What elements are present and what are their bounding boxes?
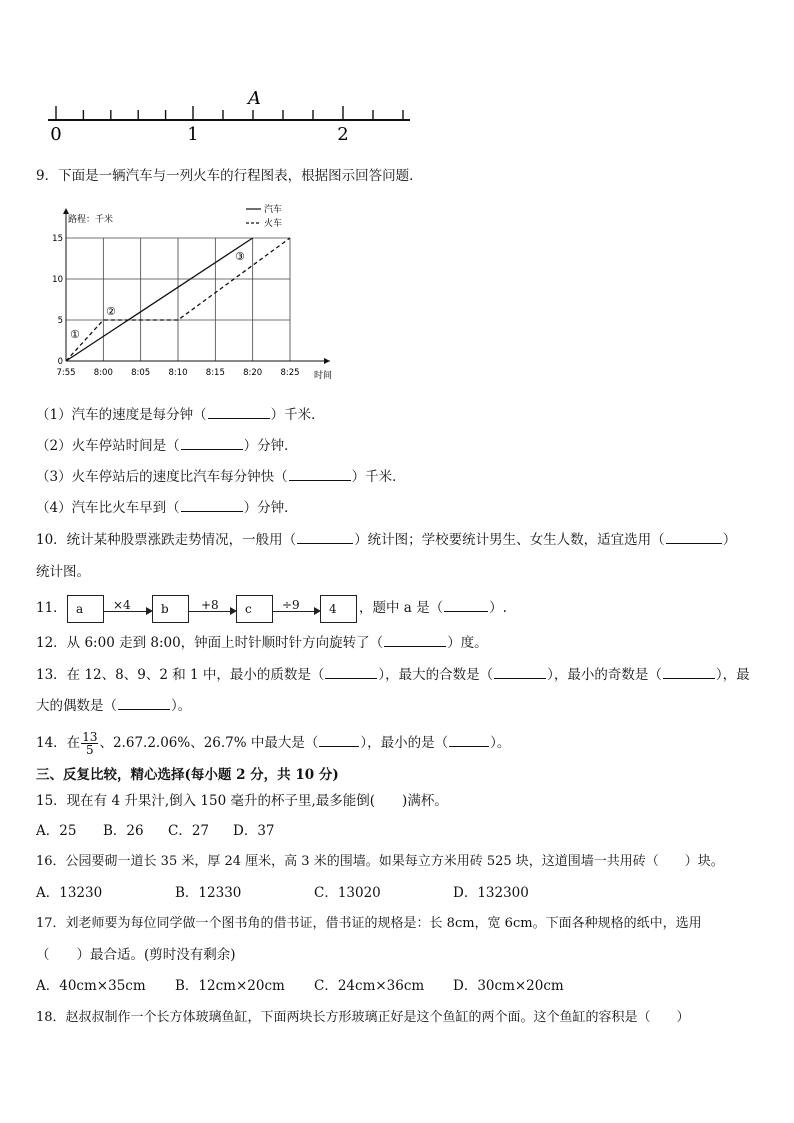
q9-sub4: （4）汽车比火车早到（ ）分钟．: [36, 500, 298, 516]
q16-option-a[interactable]: A．13230: [36, 885, 103, 901]
q17-text-cont: （ ）最合适。(剪时没有剩余): [36, 947, 236, 963]
q15-option-b[interactable]: B．26: [103, 823, 144, 839]
q12: 12．从 6:00 走到 8:00，钟面上时针顺时针方向旋转了（ ）度。: [36, 635, 488, 651]
q11-question: ，题中 a 是（ ）.: [359, 600, 507, 616]
q17-option-a[interactable]: A．40cm×35cm: [36, 978, 146, 994]
answer-blank[interactable]: [319, 734, 359, 747]
chart-y-tick-label: 15: [52, 234, 63, 244]
answer-blank[interactable]: [181, 499, 243, 512]
q9-prompt: 9．下面是一辆汽车与一列火车的行程图表，根据图示回答问题．: [36, 168, 423, 184]
answer-blank[interactable]: [208, 406, 270, 419]
flow-op-2: +8: [201, 598, 219, 612]
flow-box-a: a: [67, 595, 104, 623]
answer-blank[interactable]: [289, 468, 351, 481]
flow-box-b: b: [152, 595, 189, 623]
q17-text: 17．刘老师要为每位同学做一个图书角的借书证，借书证的规格是：长 8cm，宽 6cm。下面各种规格的纸中，选用: [36, 916, 702, 931]
section-3-heading: 三、反复比较，精心选择(每小题 2 分，共 10 分): [36, 767, 339, 783]
chart-x-tick-label: 8:05: [131, 368, 151, 378]
answer-blank[interactable]: [384, 634, 446, 647]
answer-blank[interactable]: [666, 531, 722, 544]
q9-sub3: （3）火车停站后的速度比汽车每分钟快（ ）千米．: [36, 469, 406, 485]
q17-option-d[interactable]: D．30cm×20cm: [453, 978, 564, 994]
chart-x-tick-label: 8:20: [243, 368, 263, 378]
chart-series-car-line: [66, 238, 253, 361]
chart-x-tick-label: 8:15: [205, 368, 225, 378]
q17-option-b[interactable]: B．12cm×20cm: [175, 978, 285, 994]
q11-number: 11．: [36, 600, 67, 616]
q16-option-d[interactable]: D．132300: [453, 885, 529, 901]
legend-car-label: 汽车: [264, 205, 283, 215]
number-line-label-0: 0: [50, 124, 62, 145]
number-line: [36, 82, 416, 146]
answer-blank[interactable]: [449, 734, 489, 747]
number-line-label-2: 2: [337, 124, 349, 145]
answer-blank[interactable]: [494, 666, 546, 679]
answer-blank[interactable]: [444, 599, 488, 612]
q10-line2: 统计图。: [36, 564, 90, 580]
answer-blank[interactable]: [663, 666, 715, 679]
legend-train-label: 火车: [264, 219, 283, 229]
q16-option-b[interactable]: B．12330: [175, 885, 242, 901]
chart-x-tick-label: 7:55: [56, 368, 76, 378]
chart-x-tick-label: 8:25: [280, 368, 300, 378]
chart-x-axis-arrow: [324, 358, 330, 364]
chart-x-tick-label: 8:10: [168, 368, 188, 378]
answer-blank[interactable]: [181, 437, 243, 450]
chart-y-tick-label: 5: [57, 316, 63, 326]
q15-option-a[interactable]: A．25: [36, 823, 77, 839]
flow-box-c: c: [236, 595, 273, 623]
q10-line1: 10．统计某种股票涨跌走势情况，一般用（ ）统计图；学校要统计男生、女生人数，适宜选用（ ）: [36, 532, 737, 548]
chart-ylabel: 路程：千米: [68, 215, 114, 225]
chart-y-axis-arrow: [63, 208, 69, 214]
answer-blank[interactable]: [325, 666, 377, 679]
q17-option-c[interactable]: C．24cm×36cm: [314, 978, 425, 994]
q16-text: 16．公园要砌一道长 35 米，厚 24 厘米，高 3 米的围墙。如果每立方米用砖 525 块，这道围墙一共用砖（ ）块。: [36, 854, 724, 869]
q13-line1: 13．在 12、8、9、2 和 1 中，最小的质数是（ ），最大的合数是（ ），最小的奇数是（ ），最: [36, 667, 750, 683]
travel-chart: [52, 198, 346, 384]
q15-text: 15．现在有 4 升果汁,倒入 150 毫升的杯子里,最多能倒( )满杯。: [36, 793, 448, 809]
q13-line2: 大的偶数是（ ）。: [36, 698, 192, 714]
fraction-13-5: $\frac{13}{5}$: [82, 730, 98, 757]
answer-blank[interactable]: [297, 531, 353, 544]
q15-option-c[interactable]: C．27: [168, 823, 210, 839]
q16-option-c[interactable]: C．13020: [314, 885, 381, 901]
flow-op-3: ÷9: [282, 598, 300, 612]
flow-op-1: ×4: [113, 598, 131, 612]
marker-2: ②: [106, 305, 116, 318]
q9-sub2: （2）火车停站时间是（ ）分钟．: [36, 438, 298, 454]
number-line-label-1: 1: [187, 124, 199, 145]
q15-option-d[interactable]: D．37: [233, 823, 275, 839]
q9-sub1: （1）汽车的速度是每分钟（ ）千米．: [36, 407, 325, 423]
number-line-point-label: A: [248, 88, 261, 109]
chart-xlabel: 时间: [314, 371, 333, 381]
chart-x-tick-label: 8:00: [93, 368, 113, 378]
chart-y-tick-label: 0: [57, 357, 63, 367]
marker-1: ①: [70, 328, 80, 341]
q14: 14．在 $\frac{13}{5}$ 、2.67.2.06%、26.7% 中最大是（ ），最小的是（ ）。: [36, 730, 511, 757]
q18-text: 18．赵叔叔制作一个长方体玻璃鱼缸，下面两块长方形玻璃正好是这个鱼缸的两个面。这个鱼缸的容积是（ ）: [36, 1010, 690, 1025]
flow-box-result: 4: [320, 595, 357, 623]
answer-blank[interactable]: [118, 697, 170, 710]
marker-3: ③: [235, 250, 245, 263]
chart-y-tick-label: 10: [52, 275, 63, 285]
